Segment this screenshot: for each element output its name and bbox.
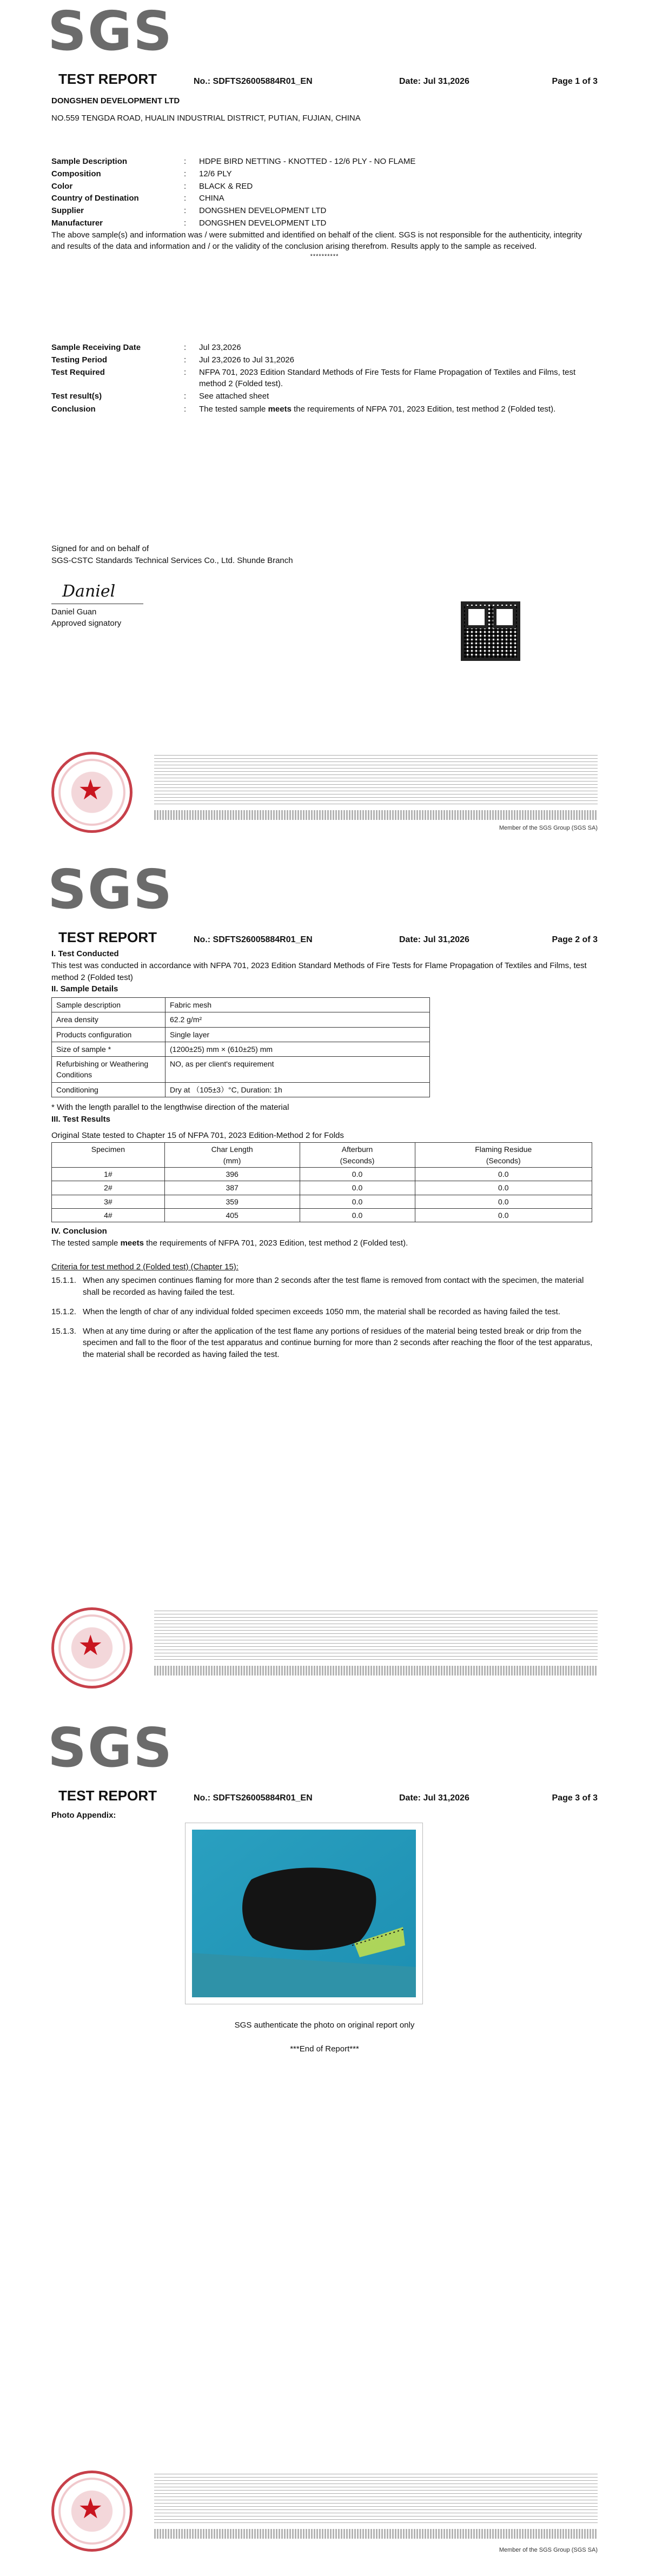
detail-row [52,998,430,1012]
end-of-report: ***End of Report*** [290,2044,359,2054]
detail-row [52,1027,430,1042]
qr-code [461,601,520,661]
detail-row [52,1042,430,1056]
detail-row [52,1012,430,1027]
conclusion-text: The tested sample meets the requirements of NFPA 701, 2023 Edition, test method 2 (Folded test). [51,1238,408,1248]
seal-stamp [51,2471,133,2552]
report-page-2 [0,858,649,1717]
column-header: Flaming Residue (Seconds) [415,1143,592,1168]
report-date: Date: Jul 31,2026 [399,77,469,86]
client-address: NO.559 TENGDA ROAD, HUALIN INDUSTRIAL DISTRICT, PUTIAN, FUJIAN, CHINA [51,113,361,123]
section-sample-details: II. Sample Details [51,984,118,994]
conclusion-text: The tested sample meets the requirements of NFPA 701, 2023 Edition, test method 2 (Folded test). [199,404,556,414]
report-page-3 [0,1717,649,2576]
member-of-sgs-group: Member of the SGS Group (SGS SA) [499,825,598,831]
signatory-name: Daniel Guan [51,607,97,617]
detail-value: Fabric mesh [165,998,430,1012]
conclusion-row [51,403,598,415]
table-row [52,1167,592,1181]
table-cell: 0.0 [415,1167,592,1181]
section-conclusion: IV. Conclusion [51,1227,107,1236]
colon: : [184,218,187,228]
report-title: TEST REPORT [58,71,157,87]
detail-label: Refurbishing or Weathering Conditions [52,1057,165,1083]
field-value: 12/6 PLY [199,169,232,178]
table-cell: 396 [164,1167,300,1181]
report-number: No.: SDFTS26005884R01_EN [194,1793,313,1803]
star-icon: ★ [78,774,103,806]
report-date: Date: Jul 31,2026 [399,935,469,944]
fine-print [154,755,598,807]
table-cell: 0.0 [300,1167,415,1181]
address-strip [154,810,598,820]
page2-body [51,948,598,1361]
criterion-number: 15.1.2. [51,1307,76,1316]
table-row [52,1195,592,1208]
criterion-number: 15.1.1. [51,1276,76,1286]
report-title: TEST REPORT [58,929,157,945]
field-value: NFPA 701, 2023 Edition Standard Methods of Fire Tests for Flame Propagation of Textiles and Films, test method 2 (Folded test). [199,367,576,389]
results-table [51,1142,592,1222]
detail-value: 62.2 g/m² [165,1012,430,1027]
field-label: Test result(s) [51,392,102,401]
star-icon: ★ [78,1630,103,1661]
field-value: See attached sheet [199,392,269,401]
table-cell: 3# [52,1195,165,1208]
field-label: Color [51,181,73,191]
table-cell: 0.0 [300,1208,415,1222]
detail-row [52,1057,430,1083]
colon: : [184,404,187,414]
column-header: Afterburn (Seconds) [300,1143,415,1168]
field-value: BLACK & RED [199,181,253,191]
sample-photo [192,1830,416,1997]
address-strip [154,2529,598,2539]
field-value: HDPE BIRD NETTING - KNOTTED - 12/6 PLY - NO FLAME [199,157,416,166]
fine-print [154,1611,598,1663]
table-cell: 0.0 [415,1195,592,1208]
section-test-conducted: I. Test Conducted [51,949,119,958]
field-value: Jul 23,2026 to Jul 31,2026 [199,355,294,365]
sgs-logo: SGS [48,1717,174,1779]
table-cell: 0.0 [300,1181,415,1195]
table-cell: 2# [52,1181,165,1195]
criterion-text: When any specimen continues flaming for more than 2 seconds after the test flame is removed from contact with the specimen, the material shall be recorded as having failed the test. [83,1276,584,1297]
field-label: Sample Description [51,157,128,166]
table-cell: 0.0 [415,1208,592,1222]
footnote: * With the length parallel to the lengthwise direction of the material [51,1103,289,1112]
page-footer [51,2471,598,2552]
member-of-sgs-group: Member of the SGS Group (SGS SA) [499,2547,598,2553]
field-label: Supplier [51,206,84,215]
address-strip [154,1666,598,1676]
detail-label: Area density [52,1012,165,1027]
colon: : [184,367,187,377]
detail-label: Size of sample * [52,1042,165,1056]
page-number: Page 2 of 3 [552,935,598,944]
criterion-text: When at any time during or after the application of the test flame any portions of residues of the material being tested break or drip from the specimen and fall to the floor of the test apparatus and continue burning for more than 2 seconds after reaching the floor of the test apparatus, the material shall be recorded as having failed the test. [83,1326,593,1360]
photo-caption: SGS authenticate the photo on original report only [234,2021,415,2030]
client-name: DONGSHEN DEVELOPMENT LTD [51,96,180,105]
table-caption: Original State tested to Chapter 15 of NFPA 701, 2023 Edition-Method 2 for Folds [51,1130,344,1140]
table-cell: 0.0 [300,1195,415,1208]
sgs-logo: SGS [48,0,174,63]
colon: : [184,392,187,401]
separator: ********** [310,253,339,260]
colon: : [184,157,187,166]
disclaimer-text: The above sample(s) and information was / were submitted and identified on behalf of the client. SGS is not responsible for the authenticity, integrity and results of the data and information and / or the validity of the conclusion arising therefrom. Results apply to the sample as received. [51,230,582,251]
field-label: Test Required [51,367,105,377]
detail-label: Products configuration [52,1027,165,1042]
criteria-title: Criteria for test method 2 (Folded test) (Chapter 15): [51,1262,239,1272]
test-info [51,342,598,415]
colon: : [184,206,187,215]
field-value: DONGSHEN DEVELOPMENT LTD [199,218,327,228]
signed-for-text: Signed for and on behalf of [51,544,149,553]
colon: : [184,355,187,365]
detail-label: Conditioning [52,1082,165,1097]
colon: : [184,194,187,203]
detail-row [52,1082,430,1097]
field-value: CHINA [199,194,224,203]
photo-appendix [51,1810,598,1822]
table-cell: 1# [52,1167,165,1181]
page-footer [51,752,598,833]
sample-info [51,156,598,261]
table-cell: 387 [164,1181,300,1195]
field-label: Manufacturer [51,218,103,228]
field-label: Testing Period [51,355,108,365]
sample-details-table [51,997,430,1097]
fine-print [154,2474,598,2526]
detail-value: NO, as per client's requirement [165,1057,430,1083]
report-date: Date: Jul 31,2026 [399,1793,469,1803]
page-footer [51,1607,598,1688]
colon: : [184,169,187,178]
section-test-results: III. Test Results [51,1114,110,1124]
criterion-text: When the length of char of any individual folded specimen exceeds 1050 mm, the material shall be recorded as having failed the test. [83,1307,561,1316]
field-label: Composition [51,169,101,178]
seal-stamp [51,752,133,833]
table-cell: 405 [164,1208,300,1222]
report-page-1 [0,0,649,858]
report-header [58,1786,598,1806]
colon: : [184,343,187,352]
report-number: No.: SDFTS26005884R01_EN [194,77,313,86]
field-label: Country of Destination [51,194,139,203]
report-header [58,928,598,948]
page-number: Page 1 of 3 [552,77,598,86]
criterion-number: 15.1.3. [51,1326,76,1336]
conclusion-label: Conclusion [51,404,96,414]
table-row [52,1181,592,1195]
star-icon: ★ [78,2493,103,2525]
field-value: DONGSHEN DEVELOPMENT LTD [199,206,327,215]
report-header [58,69,598,90]
table-cell: 359 [164,1195,300,1208]
sample-photo-frame [185,1823,423,2004]
field-label: Sample Receiving Date [51,343,141,352]
handwritten-signature: Daniel [62,581,116,601]
field-value: Jul 23,2026 [199,343,241,352]
seal-stamp [51,1607,133,1688]
table-cell: 0.0 [415,1181,592,1195]
detail-value: Single layer [165,1027,430,1042]
test-conducted-text: This test was conducted in accordance with NFPA 701, 2023 Edition Standard Methods of Fire Tests for Flame Propagation of Textiles and Films, test method 2 (Folded test) [51,961,587,982]
detail-value: Dry at （105±3）°C, Duration: 1h [165,1082,430,1097]
report-title: TEST REPORT [58,1787,157,1804]
table-row [52,1208,592,1222]
client-block [51,95,598,124]
column-header: Char Length (mm) [164,1143,300,1168]
signing-company: SGS-CSTC Standards Technical Services Co., Ltd. Shunde Branch [51,555,293,565]
page-number: Page 3 of 3 [552,1793,598,1803]
colon: : [184,181,187,191]
signatory-role: Approved signatory [51,619,122,628]
report-number: No.: SDFTS26005884R01_EN [194,935,313,944]
detail-value: (1200±25) mm × (610±25) mm [165,1042,430,1056]
column-header: Specimen [52,1143,165,1168]
sgs-logo: SGS [48,858,174,921]
detail-label: Sample description [52,998,165,1012]
photo-appendix-title: Photo Appendix: [51,1811,116,1820]
table-cell: 4# [52,1208,165,1222]
